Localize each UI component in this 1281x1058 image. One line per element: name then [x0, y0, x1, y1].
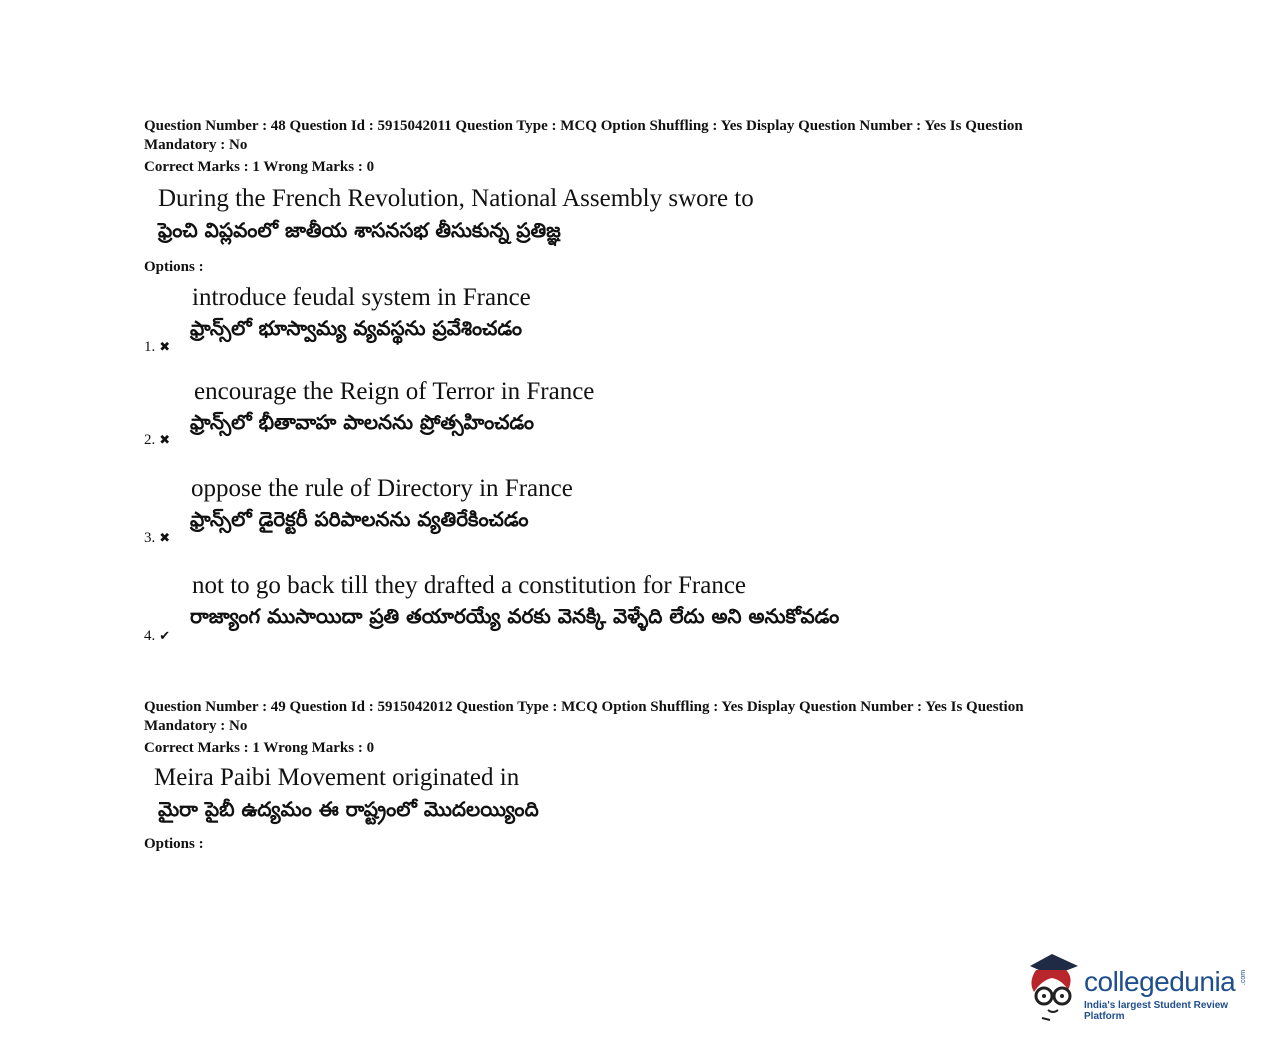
wrong-mark-icon: ✖: [159, 530, 171, 545]
q48-marks: Correct Marks : 1 Wrong Marks : 0: [144, 159, 375, 175]
q49-meta: [144, 698, 1144, 736]
q48-meta-line2: Mandatory : No: [144, 137, 248, 153]
q48-option-3-en: oppose the rule of Directory in France: [191, 475, 573, 502]
q49-meta-line1: Question Number : 49 Question Id : 5915042012 Question Type : MCQ Option Shuffling : Yes Display Question Number : Yes Is Question: [144, 699, 1024, 715]
q49-meta-line2: Mandatory : No: [144, 718, 248, 734]
logo-suffix: .com: [1240, 969, 1248, 986]
q48-option-3-number: [144, 530, 170, 547]
q48-option-1-en: introduce feudal system in France: [192, 284, 531, 311]
q48-option-4-te: రాజ్యాంగ ముసాయిదా ప్రతి తయారయ్యే వరకు వెనక్కి వెళ్ళేది లేదు అని అనుకోవడం: [190, 604, 840, 628]
wrong-mark-icon: ✖: [159, 339, 171, 354]
q48-option-2-number: [144, 432, 170, 449]
q48-option-2-te: ఫ్రాన్స్‌లో భీతావాహ పాలనను ప్రోత్సహించడం: [190, 410, 535, 434]
q49-question-en: Meira Paibi Movement originated in: [154, 764, 520, 791]
collegedunia-logo: [1022, 952, 1252, 1022]
q48-option-4-number: [144, 628, 170, 645]
q48-option-1-te: ఫ్రాన్స్‌లో భూస్వామ్య వ్యవస్థను ప్రవేశించడం: [190, 316, 522, 340]
q49-options-label: Options :: [144, 836, 204, 852]
option-number: 2.: [144, 432, 156, 448]
q48-option-2-en: encourage the Reign of Terror in France: [194, 378, 595, 405]
option-number: 3.: [144, 530, 156, 546]
q48-option-3-te: ఫ్రాన్స్‌లో డైరెక్టరీ పరిపాలనను వ్యతిరేకించడం: [190, 507, 529, 531]
option-number: 4.: [144, 628, 156, 644]
wrong-mark-icon: ✖: [159, 432, 171, 447]
q49-question-te: మైరా పైబీ ఉద్యమం ఈ రాష్ట్రంలో మొదలయ్యింది: [158, 797, 539, 821]
q48-question-en: During the French Revolution, National Assembly swore to: [158, 185, 754, 212]
logo-tagline: India's largest Student Review Platform: [1084, 1000, 1229, 1022]
q48-meta-line1: Question Number : 48 Question Id : 5915042011 Question Type : MCQ Option Shuffling : Yes Display Question Number : Yes Is Question: [144, 118, 1023, 134]
mascot-icon: [1022, 952, 1082, 1022]
q48-meta: [144, 117, 1144, 155]
option-number: 1.: [144, 339, 156, 355]
correct-check-icon: ✔: [159, 628, 171, 643]
logo-wordmark: collegedunia: [1084, 966, 1236, 997]
q48-option-4-en: not to go back till they drafted a constitution for France: [192, 572, 747, 599]
q48-option-1-number: [144, 339, 170, 356]
q48-question-te: ఫ్రెంచి విప్లవంలో జాతీయ శాసనసభ తీసుకున్న ప్రతిజ్ఞ: [158, 218, 561, 242]
q48-options-label: Options :: [144, 259, 204, 275]
q49-marks: Correct Marks : 1 Wrong Marks : 0: [144, 740, 375, 756]
